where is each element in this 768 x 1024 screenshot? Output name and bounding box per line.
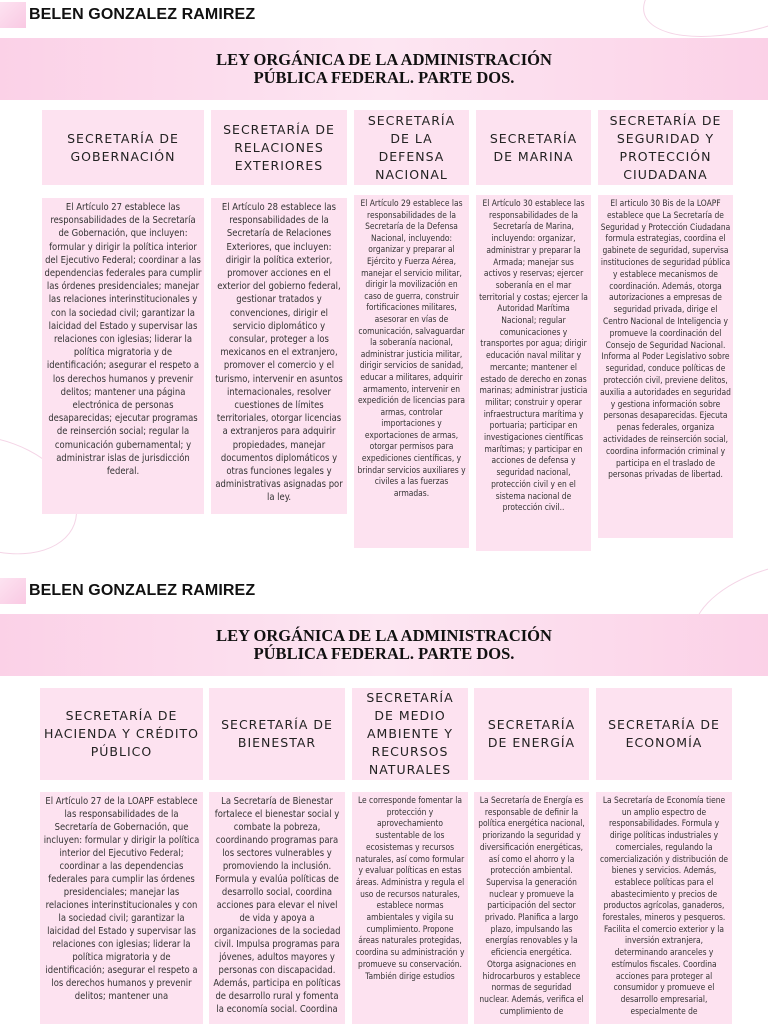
column-text: La Secretaría de Energía es responsable de definir la política energética nacional, priorizando la seguridad y diversificación energéticas, así como el ahorro y la protección ambiental. Supervisa la generación nuclear y promueve la participación del sector privado. Planifica a largo plazo, impulsando las energías renovables y la eficiencia energética. Otorga asignaciones en hidrocarburos y establece normas de seguridad nuclear. Además, verifica el cumplimiento de [474, 792, 589, 1024]
column-heading: SECRETARÍA DE ENERGÍA [474, 688, 589, 780]
column-text: El Artículo 27 de la LOAPF establece las responsabilidades de la Secretaría de Gobernación, que incluyen: formular y dirigir la política interior del Ejecutivo Federal; coordinar a las dependencias federales para cumplir las órdenes presidenciales; manejar las relaciones interinstitucionales y con la sociedad civil; garantizar la laicidad del Estado y supervisar las relaciones con iglesias; liderar la política migratoria y de identificación; asegurar el respeto a los derechos humanos y prevenir delitos; mantener una [40, 792, 203, 1024]
column-text: Le corresponde fomentar la protección y aprovechamiento sustentable de los ecosistemas y recursos naturales, así como formular y evaluar políticas en estas áreas. Administra y regula el uso de recursos naturales, establece normas ambientales y vigila su cumplimiento. Propone áreas naturales protegidas, coordina su administración y promueve su conservación. También dirige estudios [352, 792, 468, 1024]
column-heading: SECRETARÍA DE GOBERNACIÓN [42, 110, 204, 185]
column-text: El Artículo 27 establece las responsabilidades de la Secretaría de Gobernación, que incluyen: formular y dirigir la política interior del Ejecutivo Federal; coordinar a las dependencias federales para cumplir las órdenes presidenciales; manejar las relaciones interinstitucionales y con la sociedad civil; garantizar la laicidad del Estado y supervisar las relaciones con iglesias; liderar la política migratoria y de identificación; asegurar el respeto a los derechos humanos y prevenir delitos; mantener una página electrónica de personas desaparecidas; ejecutar programas de reinserción social; regular la comunicación gubernamental; y administrar islas de jurisdicción federal. [42, 198, 204, 514]
column-text: La Secretaría de Economía tiene un amplio espectro de responsabilidades. Formula y dirige políticas industriales y comerciales, regulando la comercialización y distribución de bienes y servicios. Además, establece políticas para el abastecimiento y precios de productos agrícolas, ganaderos, forestales, mineros y pesqueros. Facilita el comercio exterior y la inversión extranjera, determinando aranceles y estímulos fiscales. Coordina acciones para proteger al consumidor y promueve el desarrollo empresarial, especialmente de [596, 792, 732, 1024]
column-heading: SECRETARÍA DE SEGURIDAD Y PROTECCIÓN CIUDADANA [598, 110, 733, 185]
column-heading: SECRETARÍA DE LA DEFENSA NACIONAL [354, 110, 469, 185]
column-text: El Artículo 29 establece las responsabilidades de la Secretaría de la Defensa Nacional, incluyendo: organizar y preparar al Ejército y Fuerza Aérea, manejar el servicio militar, dirigir la movilización en caso de guerra, construir fortificaciones militares, asesorar en vías de comunicación, salvaguardar la soberanía nacional, administrar justicia militar, dirigir servicios de sanidad, educar a militares, adquirir armamento, intervenir en expedición de licencias para armas, controlar importaciones y exportaciones de armas, otorgar permisos para expediciones científicas, y brindar servicios auxiliares y civiles a las fuerzas armadas. [354, 195, 469, 548]
column-heading: SECRETARÍA DE MARINA [476, 110, 591, 185]
author-name: BELEN GONZALEZ RAMIREZ [29, 582, 256, 599]
author-square [0, 2, 26, 28]
column-text: El Artículo 28 establece las responsabilidades de la Secretaría de Relaciones Exteriores, que incluyen: dirigir la política exterior, promover acciones en el exterior del gobierno federal, gestionar tratados y convenciones, dirigir el servicio diplomático y consular, proteger a los mexicanos en el extranjero, promover el comercio y el turismo, intervenir en asuntos internacionales, resolver cuestiones de límites territoriales, otorgar licencias a extranjeros para adquirir propiedades, manejar documentos diplomáticos y otras funciones legales y administrativas asignadas por la ley. [211, 198, 347, 514]
author-square [0, 578, 26, 604]
document-title: LEY ORGÁNICA DE LA ADMINISTRACIÓN PÚBLICA FEDERAL. PARTE DOS. [216, 626, 552, 663]
column-heading: SECRETARÍA DE MEDIO AMBIENTE Y RECURSOS NATURALES [352, 688, 468, 780]
title-banner [0, 38, 768, 100]
document-title: LEY ORGÁNICA DE LA ADMINISTRACIÓN PÚBLICA FEDERAL. PARTE DOS. [216, 50, 552, 87]
column-heading: SECRETARÍA DE RELACIONES EXTERIORES [211, 110, 347, 185]
column-text: El Artículo 30 establece las responsabilidades de la Secretaría de Marina, incluyendo: organizar, administrar y preparar la Armada; manejar sus activos y reservas; ejercer soberanía en el mar territorial y costas; ejercer la Autoridad Marítima Nacional; regular comunicaciones y transportes por agua; dirigir educación naval militar y mercante; mantener el estado de derecho en zonas marinas; administrar justicia militar; construir y operar infraestructura marítima y portuaria; participar en investigaciones científicas marítimas; y participar en acciones de defensa y seguridad nacional, protección civil y en el sistema nacional de protección civil.. [476, 195, 591, 551]
column-text: La Secretaría de Bienestar fortalece el bienestar social y combate la pobreza, coordinando programas para los sectores vulnerables y promoviendo la inclusión. Formula y evalúa políticas de desarrollo social, coordina acciones para elevar el nivel de vida y apoya a organizaciones de la sociedad civil. Impulsa programas para jóvenes, adultos mayores y personas con discapacidad. Además, participa en políticas de desarrollo rural y fomenta la economía social. Coordina [209, 792, 345, 1024]
title-banner [0, 614, 768, 676]
author-header [0, 578, 255, 604]
author-name: BELEN GONZALEZ RAMIREZ [29, 6, 256, 23]
column-heading: SECRETARÍA DE BIENESTAR [209, 688, 345, 780]
column-heading: SECRETARÍA DE ECONOMÍA [596, 688, 732, 780]
page-panel-2 [0, 576, 768, 1024]
column-text: El articulo 30 Bis de la LOAPF establece que La Secretaría de Seguridad y Protección Ciudadana formula estrategias, coordina el gabinete de seguridad, supervisa instituciones de seguridad pública y establece mecanismos de coordinación. Además, otorga autorizaciones a empresas de seguridad privada, dirige el Centro Nacional de Inteligencia y promueve la coordinación del Consejo de Seguridad Nacional. Informa al Poder Legislativo sobre seguridad, conduce políticas de protección civil, previene delitos, auxilia a autoridades en seguridad y gestiona información sobre personas desaparecidas. Ejecuta penas federales, organiza actividades de reinserción social, coordina información criminal y participa en el traslado de personas privadas de libertad. [598, 195, 733, 538]
column-heading: SECRETARÍA DE HACIENDA Y CRÉDITO PÚBLICO [40, 688, 203, 780]
author-header [0, 2, 255, 28]
